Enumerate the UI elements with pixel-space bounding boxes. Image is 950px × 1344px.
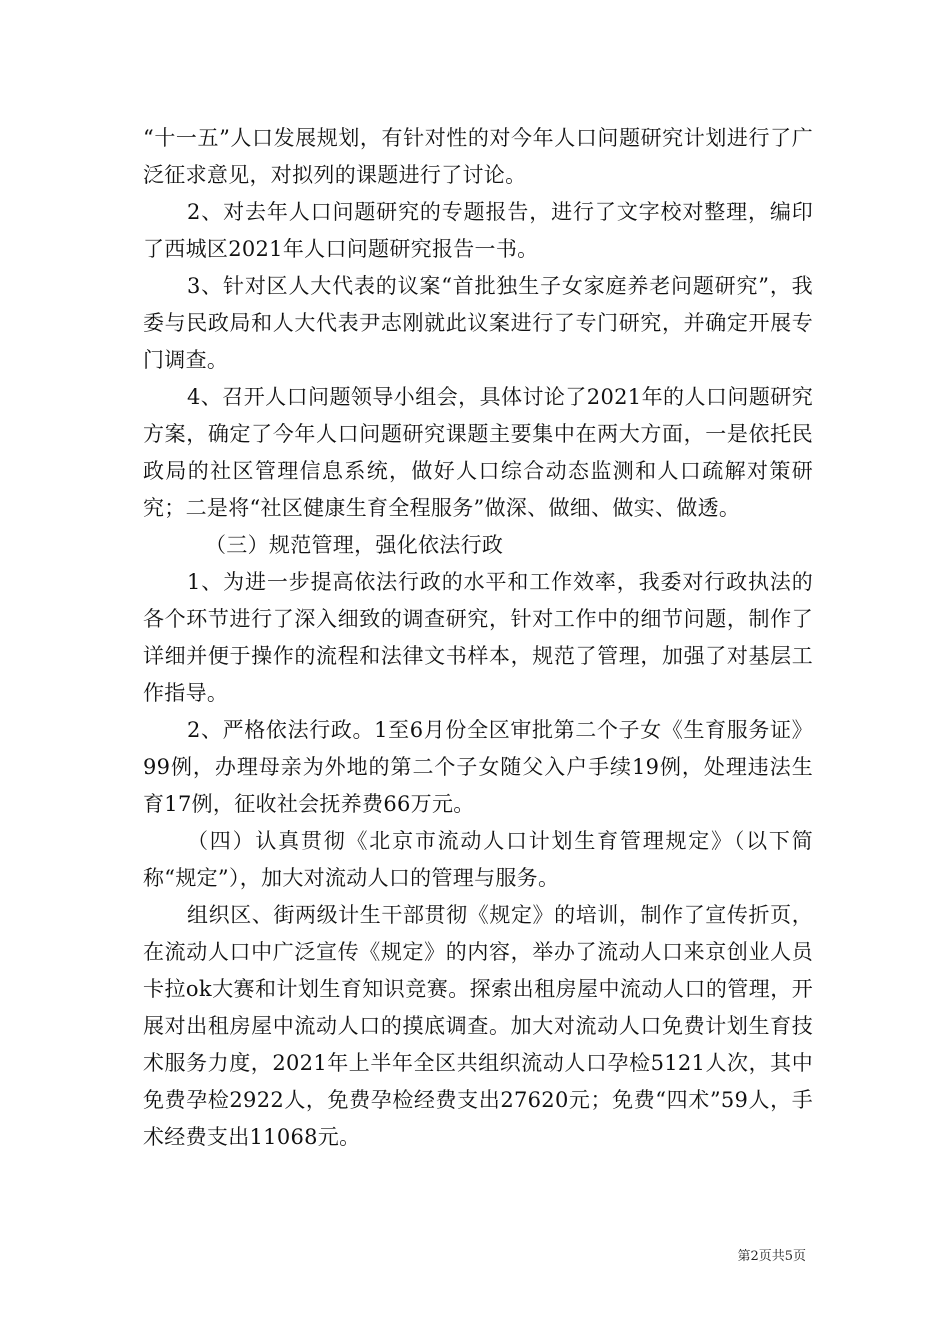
paragraph-admin-1: 1、为进一步提高依法行政的水平和工作效率，我委对行政执法的各个环节进行了深入细致的调查研究，针对工作中的细节问题，制作了详细并便于操作的流程和法律文书样本，规范了管理，加强了对基层工作指导。 bbox=[143, 570, 813, 705]
paragraph-continued: “十一五”人口发展规划，有针对性的对今年人口问题研究计划进行了广泛征求意见，对拟列的课题进行了讨论。 bbox=[143, 126, 813, 187]
paragraph-item-4: 4、召开人口问题领导小组会，具体讨论了2021年的人口问题研究方案，确定了今年人口问题研究课题主要集中在两大方面，一是依托民政局的社区管理信息系统，做好人口综合动态监测和人口疏解对策研究；二是将“社区健康生育全程服务”做深、做细、做实、做透。 bbox=[143, 385, 813, 520]
paragraph-item-3: 3、针对区人大代表的议案“首批独生子女家庭养老问题研究”，我委与民政局和人大代表尹志刚就此议案进行了专门研究，并确定开展专门调查。 bbox=[143, 274, 813, 372]
paragraph-item-2: 2、对去年人口问题研究的专题报告，进行了文字校对整理，编印了西城区2021年人口问题研究报告一书。 bbox=[143, 200, 813, 261]
paragraph-admin-2: 2、严格依法行政。1至6月份全区审批第二个子女《生育服务证》99例，办理母亲为外地的第二个子女随父入户手续19例，处理违法生育17例，征收社会抚养费66万元。 bbox=[143, 718, 813, 816]
document-body bbox=[143, 120, 813, 1156]
paragraph-floating-population: 组织区、街两级计生干部贯彻《规定》的培训，制作了宣传折页，在流动人口中广泛宣传《规定》的内容，举办了流动人口来京创业人员卡拉ok大赛和计划生育知识竞赛。探索出租房屋中流动人口的管理，开展对出租房屋中流动人口的摸底调查。加大对流动人口免费计划生育技术服务力度，2021年上半年全区共组织流动人口孕检5121人次，其中免费孕检2922人，免费孕检经费支出27620元；免费“四术”59人，手术经费支出11068元。 bbox=[143, 903, 813, 1149]
section-heading-3: （三）规范管理，强化依法行政 bbox=[205, 533, 504, 557]
page-number: 第2页共5页 bbox=[737, 1249, 806, 1264]
section-heading-4: （四）认真贯彻《北京市流动人口计划生育管理规定》（以下简称“规定”），加大对流动人口的管理与服务。 bbox=[143, 829, 813, 890]
